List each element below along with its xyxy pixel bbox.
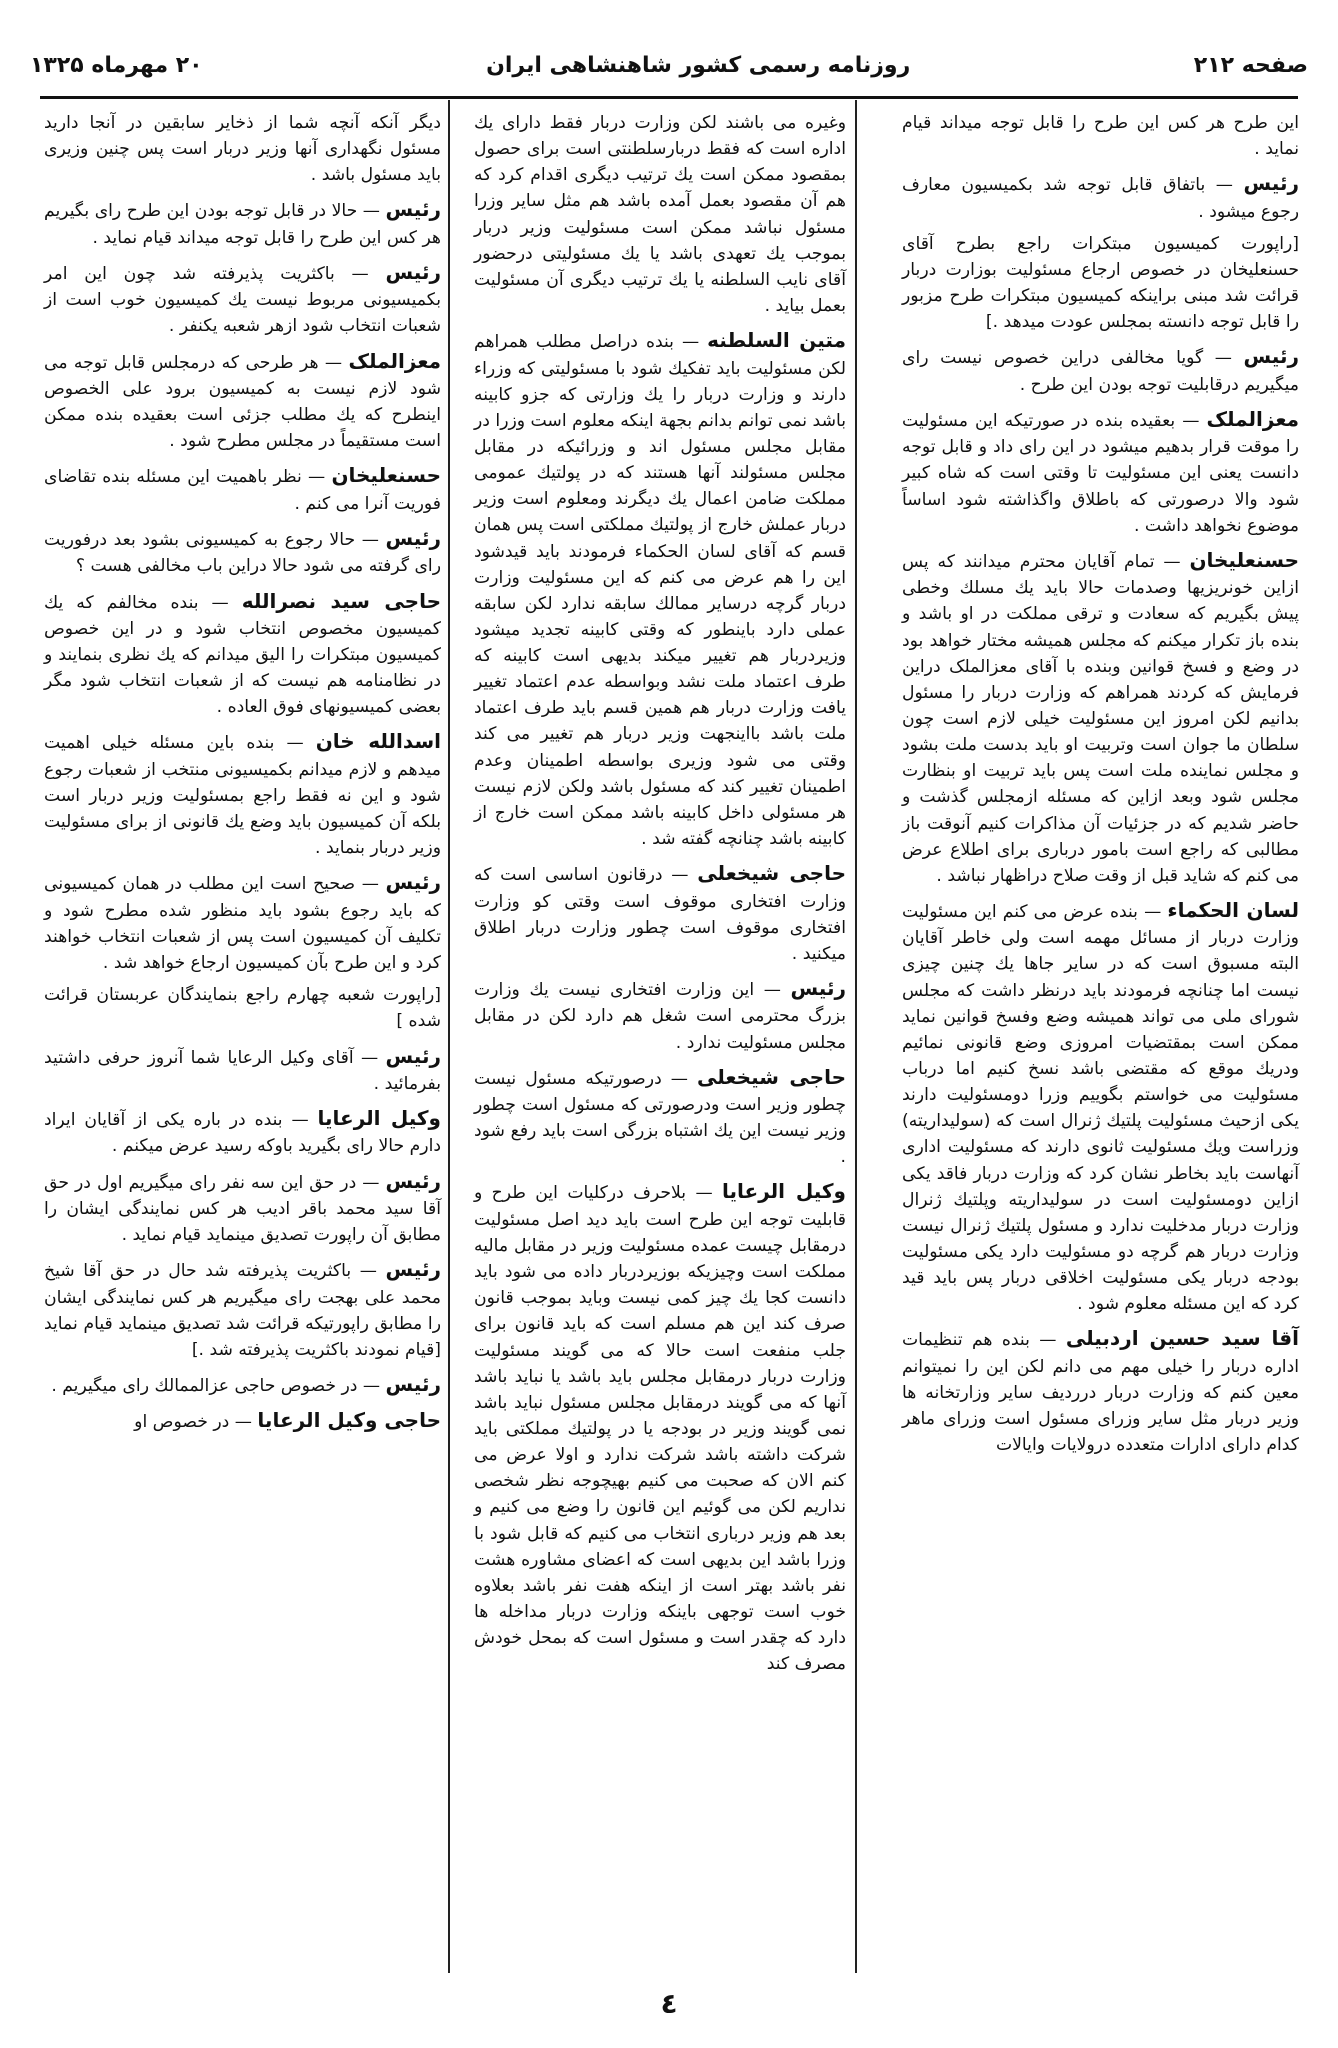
speaker-name: رئیس xyxy=(385,870,441,895)
paragraph: رئیس — باکثریت پذیرفته شد حال در حق آقا شیخ محمد علی بهجت رای میگیریم هر کس نمایندگی ایشان را مطابق راپورتیکه قرائت شد تصدیق مینماید قیام نماید [قیام نمودند باکثریت پذیرفته شد .] xyxy=(44,1257,441,1360)
paragraph: رئیس — در حق این سه نفر رای میگیریم اول در حق آقا سید محمد باقر ادیب هر کس نمایندگی ایشان را مطابق آن راپورت تصدیق مینماید قیام نماید . xyxy=(44,1168,441,1246)
speaker-name: رئیس xyxy=(790,976,846,1000)
speaker-name: وکیل الرعایا xyxy=(722,1179,846,1204)
speaker-name: رئیس xyxy=(385,1372,441,1397)
paragraph: حاجی سید نصرالله — بنده مخالفم که یك کمیسیون مخصوص انتخاب شود و در این خصوص کمیسیون مبتکرات را الیق میدانم که یك نظری بنمایند و در نظامنامه هم نیست که از شعبات انتخاب شود مگر بعضی کمیسیونهای فوق العاده . xyxy=(44,588,442,718)
paragraph xyxy=(902,110,1299,162)
speaker-name: رئیس xyxy=(1243,344,1299,369)
paragraph: وکیل الرعایا — بنده در باره یکی از آقایان ایراد دارم حالا رای بگیرید باوکه رسید عرض میکنم . xyxy=(44,1106,441,1157)
speaker-name: رئیس xyxy=(385,1043,441,1068)
paragraph-text: صحیح است این مطلب در همان کمیسیونی که باید رجوع بشود باید منظور شده مطرح شود و تکلیف آن کمیسیون است پس از شعبات انتخاب خواهند کرد و این طرح بآن کمیسیون ارجاع خواهد شد . xyxy=(44,874,441,974)
paragraph-text: بنده باین مسئله خیلی اهمیت میدهم و لازم میدانم بکمیسیونی منتخب از شعبات رجوع شود و این نه فقط راجع بمسئولیت وزیر دربار است بلکه آن کمیسیون باید وضع یك قانونی از برای مسئولیت وزیر دربار بنماید . xyxy=(44,733,441,859)
paragraph-text: باکثریت پذیرفته شد حال در حق آقا شیخ محمد علی بهجت رای میگیریم هر کس نمایندگی ایشان را مطابق راپورتیکه قرائت شد تصدیق مینماید قیام نماید [قیام نمودند باکثریت پذیرفته شد .] xyxy=(44,1261,441,1360)
paragraph-text: دیگر آنکه آنچه شما از ذخایر سابقین در آنجا دارید مسئول نگهداری آنها وزیر دربار است پس چنین وزیری باید مسئول باشد . xyxy=(44,113,441,186)
page-footer-marker: ٤ xyxy=(660,1987,678,2020)
paragraph-text: درقانون اساسی است که وزارت افتخاری موقوف است وقتی کو وزارت افتخاری موقوف است چطور وزارت دربار اطلاق میکنید . xyxy=(474,865,846,964)
paragraph: رئیس — آقای وکیل الرعایا شما آنروز حرفی داشتید بفرمائید . xyxy=(44,1043,441,1094)
paragraph: حسنعلیخان — نظر باهمیت این مسئله بنده تقاضای فوریت آنرا می کنم . xyxy=(44,463,441,514)
speaker-name: حسنعلیخان xyxy=(331,463,441,488)
paragraph-text: بلاحرف درکلیات این طرح و قابلیت توجه این طرح است باید دید اصل مسئولیت درمقابل چیست عمده مسئولیت وزیر در مقابل مالیه مملکت است وچیزیکه بوزیردربار داده می شود باید دانست کجا یك چیز کمی نیست وباید بموجب قانون صرف کند این هم مسلم است که باید قانون برای جلب منفعت است حالا که می گویند مسئولیت وزارت دربار درمقابل مجلس باید باشد یا نباید باشد آنها که می گویند درمقابل مجلس مسئول نباید باشد نمی گویند وزیر در بودجه یا در پولتیك مملکتی باید شرکت داشته باشد شرکت ندارد و اولا عرض می کنم الان که صحبت می کنیم بهیچوجه نظر شخصی نداریم لکن می گوئیم این قانون را وضع می کنیم و بعد هم وزیر درباری انتخاب می کنیم که قابل شود با وزرا باشد این بدیهی است که اعضای مشاوره هشت نفر باشد بهتر است از اینکه هفت نفر باشد بعلاوه خوب است توجهی باینکه وزارت دربار مداخله ها دارد که چقدر است و مسئول است که بمحل خودش مصرف کند xyxy=(474,1183,846,1675)
paragraph-text: این طرح هر کس این طرح را قابل توجه میداند قیام نماید . xyxy=(902,113,1299,160)
paragraph-text: گویا مخالفی دراین خصوص نیست رای میگیریم درقابلیت توجه بودن این طرح . xyxy=(902,348,1299,395)
speaker-name: معزالملک xyxy=(348,348,442,373)
paragraph: لسان الحکماء — بنده عرض می کنم این مسئولیت وزارت دربار از مسائل مهمه است ولی خاطر آقایان البته مسبوق است که در سایر جاها یك چنین چیزی نیست اما چنانچه فرمودند باید درنظر داشت که مجلس شورای ملی می تواند همیشه وضع وفسخ قوانین نماید ممکن است بمقتضیات امروزی وضع قانونی نمائیم ودریك موقع که مقتضی باشد نسخ کنیم اما درباب مسئولیت می خواستم بگوییم وزرا دومسئولیت دارند یکی ازحیث مسئولیت پلتیك ژنرال است که (سولیداریته) وزراست ویك مسئولیت ثانوی دارند که مسئولیت اداری آنهاست باید بخاطر نشان کرد که وزارت دربار فاقد یکی ازاین دومسئولیت است در سولیداریته وپلتیك ژنرال وزارت دربار مدخلیت ندارد و مسئول پلتیك ژنرال نیست وزارت دربار هم گرچه دو مسئولیت دارد یکی مسئولیت بودجه دربار یکی مسئولیت اخلاقی دربار پس باید قید کرد که این مسئله معلوم شود . xyxy=(902,897,1299,1315)
paragraph-text: در حق این سه نفر رای میگیریم اول در حق آقا سید محمد باقر ادیب هر کس نمایندگی ایشان را مطابق آن راپورت تصدیق مینماید قیام نماید . xyxy=(44,1172,441,1246)
paragraph-text: تمام آقایان محترم میدانند که پس ازاین خونریزیها وصدمات حالا باید یك مسلك وخطی پیش بگیریم که سعادت و ترقی مملکت در او باشد و بنده باز تکرار میکنم که مجلس همیشه مختار خواهد بود در وضع و فسخ قوانین وبنده با آقای معزالملک دراین فرمایش که کردند همراهم که وزارت دربار را مسئول بدانیم لکن امروز این مسئولیت خیلی لازم است چون سلطان ما جوان است وتربیت او باید بدست ملت بشود و مجلس نماینده ملت است پس باید تربیت او بنظارت مجلس شود وبعد ازاین که مسئله ازمجلس گذشت و حاضر شدیم که در جزئیات آن مذاکرات کنیم آنوقت باز مطالبی که راجع است بامور درباری برای اطلاع عرض می کنم که شاید قبل از وقت صلاح دراظهار نباشد . xyxy=(902,551,1299,886)
paragraph: رئیس — باکثریت پذیرفته شد چون این امر بکمیسیونی مربوط نیست یك کمیسیون خوب است از شعبات انتخاب شود ازهر شعبه یکنفر . xyxy=(44,259,441,337)
paragraph xyxy=(902,231,1299,336)
speaker-name: معزالملک xyxy=(1206,406,1300,431)
paragraph-text: بنده دراصل مطلب همراهم لکن مسئولیت باید تفکیك شود با مسئولیتی که وزراء دارند و وزارت دربار را یك وزارتی که جزو کابینه باشد نمی توانم بدانم بجهة اینکه معلوم است وزرا در مقابل مجلس مسئول اند و وزرائیکه در مقابل مجلس مسئولند آنها هستند که در پولتیك عمومی مملکت ضامن اعمال یك دیگرند ومعلوم است وزیر دربار عملش خارج از پولتیك مملکتی است پس همان قسم که آقای لسان الحکماء فرمودند باید قیدشود این را هم عرض می کنم که این مسئولیت وزارت دربار گرچه درسایر ممالك سابقه ندارد لکن سابقه عملی دارد باینطور که وقتی کابینه تجدید میشود وزیردربار هم تغییر میکند بدیهی است کابینه که طرف اعتماد ملت نشد وبواسطه عدم اعتماد تغییر یافت وزارت دربار هم همین قسم باید طرف اعتماد ملت باشد بااینجهت وزیر دربار هم تغییر می کند وقتی می شود وزیری بواسطه اطمینان وعدم اطمینان تغییر کند که مسئول باشد ولکن لازم نیست هر مسئولی داخل کابینه باشد ممکن است خارج از کابینه باشد چنانچه گفته شد . xyxy=(474,332,846,850)
paragraph-text: [راپورت شعبه چهارم راجع بنمایندگان عربستان قرائت شده ] xyxy=(44,985,441,1032)
paragraph-text: باکثریت پذیرفته شد چون این امر بکمیسیونی مربوط نیست یك کمیسیون خوب است از شعبات انتخاب شود ازهر شعبه یکنفر . xyxy=(44,263,441,337)
paragraph: حسنعلیخان — تمام آقایان محترم میدانند که پس ازاین خونریزیها وصدمات حالا باید یك مسلك وخطی پیش بگیریم که سعادت و ترقی مملکت در او باشد و بنده باز تکرار میکنم که مجلس همیشه مختار خواهد بود در وضع و فسخ قوانین وبنده با آقای معزالملک دراین فرمایش که کردند همراهم که وزارت دربار را مسئول بدانیم لکن امروز این مسئولیت خیلی لازم است چون سلطان ما جوان است وتربیت او باید بدست ملت بشود و مجلس نماینده ملت است پس باید تربیت او بنظارت مجلس شود وبعد ازاین که مسئله ازمجلس گذشت و حاضر شدیم که در جزئیات آن مذاکرات کنیم آنوقت باز مطالبی که راجع است بامور درباری برای اطلاع عرض می کنم که شاید قبل از وقت صلاح دراظهار نباشد . xyxy=(902,547,1299,886)
speaker-name: رئیس xyxy=(1243,171,1299,196)
speaker-name: حاجی وکیل الرعایا xyxy=(257,1408,441,1433)
paragraph: رئیس — حالا در قابل توجه بودن این طرح رای بگیریم هر کس این طرح را قابل توجه میداند قیام نماید . xyxy=(44,197,441,248)
speaker-name: حاجی شیخعلی xyxy=(696,1064,846,1089)
speaker-name: رئیس xyxy=(385,525,441,550)
speaker-name: رئیس xyxy=(385,1257,441,1282)
paragraph: وکیل الرعایا — بلاحرف درکلیات این طرح و قابلیت توجه این طرح است باید دید اصل مسئولیت درمقابل چیست عمده مسئولیت وزیر در مقابل مالیه مملکت است وچیزیکه بوزیردربار داده می شود باید دانست کجا یك چیز کمی نیست وباید بموجب قانون صرف کند این هم مسلم است که باید قانون برای جلب منفعت است حالا که می گویند مسئولیت وزارت دربار درمقابل مجلس باید باشد یا نباید باشد آنها که می گویند درمقابل مجلس مسئول نباید باشد نمی گویند وزیر در بودجه یا در پولتیك مملکتی باید شرکت داشته باشد شرکت ندارد و اولا عرض می کنم الان که صحبت می کنیم بهیچوجه نظر شخصی نداریم لکن می گوئیم این قانون را وضع می کنیم و بعد هم وزیر درباری انتخاب می کنیم که قابل شود با وزرا باشد این بدیهی است که اعضای مشاوره هشت نفر باشد بهتر است از اینکه هفت نفر باشد بعلاوه خوب است توجهی باینکه وزارت دربار مداخله ها دارد که چقدر است و مسئول است که بمحل خودش مصرف کند xyxy=(474,1179,846,1675)
speaker-name: رئیس xyxy=(385,1168,441,1193)
paragraph-text: باتفاق قابل توجه شد بکمیسیون معارف رجوع میشود . xyxy=(902,175,1299,222)
paragraph-text: حالا رجوع به کمیسیونی بشود بعد درفوریت رای گرفته می شود حالا دراین باب مخالفی هست ؟ xyxy=(44,529,441,577)
speaker-name: حاجی شیخعلی xyxy=(697,861,846,886)
speaker-name: متین السلطنه xyxy=(707,328,846,353)
speaker-name: وکیل الرعایا xyxy=(317,1106,441,1131)
newspaper-title: روزنامه رسمی کشور شاهنشاهی ایران xyxy=(486,52,911,78)
column-middle xyxy=(460,100,860,1978)
paragraph xyxy=(44,982,441,1034)
issue-date: ۲۰ مهرماه ۱۳۲۵ xyxy=(30,52,203,78)
paragraph: حاجی وکیل الرعایا — در خصوص او xyxy=(134,1408,441,1433)
paragraph: رئیس — باتفاق قابل توجه شد بکمیسیون معارف رجوع میشود . xyxy=(902,171,1299,222)
paragraph xyxy=(474,110,846,319)
speaker-name: آقا سید حسین اردبیلی xyxy=(1065,1326,1299,1351)
paragraph: رئیس — در خصوص حاجی عزالممالك رای میگیریم . xyxy=(51,1372,441,1397)
paragraph-text: بنده در باره یکی از آقایان ایراد دارم حالا رای بگیرید باوکه رسید عرض میکنم . xyxy=(44,1110,441,1157)
speaker-name: رئیس xyxy=(385,259,441,284)
paragraph-text: بنده عرض می کنم این مسئولیت وزارت دربار از مسائل مهمه است ولی خاطر آقایان البته مسبوق است که در سایر جاها یك چنین چیزی نیست اما چنانچه فرمودند باید درنظر داشت که مجلس شورای ملی می تواند همیشه وضع وفسخ قوانین نماید ممکن است بمقتضیات امروزی وضع قانونی نمائیم ودریك موقع که مقتضی باشد نسخ کنیم اما درباب مسئولیت می خواستم بگوییم وزرا دومسئولیت دارند یکی ازحیث مسئولیت پلتیك ژنرال است که (سولیداریته) وزراست ویك مسئولیت ثانوی دارند که مسئولیت اداری آنهاست باید بخاطر نشان کرد که وزارت دربار فاقد یکی ازاین دومسئولیت است در سولیداریته وپلتیك ژنرال وزارت دربار مدخلیت ندارد و مسئول پلتیك ژنرال نیست وزارت دربار هم گرچه دو مسئولیت دارد یکی مسئولیت بودجه دربار یکی مسئولیت اخلاقی دربار پس باید قید کرد که این مسئله معلوم شود . xyxy=(902,901,1299,1315)
paragraph: رئیس — گویا مخالفی دراین خصوص نیست رای میگیریم درقابلیت توجه بودن این طرح . xyxy=(902,344,1299,395)
paragraph-text: بنده مخالفم که یك کمیسیون مخصوص انتخاب شود و در این خصوص کمیسیون مبتکرات را الیق میدانم که یك نظری بنمایند و در نظامنامه هم نیست که از شعبات انتخاب شود مگر بعضی کمیسیونهای فوق العاده . xyxy=(44,592,441,718)
paragraph-text: نظر باهمیت این مسئله بنده تقاضای فوریت آنرا می کنم . xyxy=(44,467,441,514)
speaker-name: رئیس xyxy=(385,197,441,222)
paragraph: حاجی شیخعلی — درصورتیکه مسئول نیست چطور وزیر است ودرصورتی که مسئول است چطور وزیر نیست این یك اشتباه بزرگی است باید رفع شود . xyxy=(474,1064,846,1168)
paragraph-text: [راپورت کمیسیون مبتکرات راجع بطرح آقای حسنعلیخان در خصوص ارجاع مسئولیت بوزارت دربار قرائت شد مبنی براینکه کمیسیون مبتکرات طرح مزبور را قابل توجه دانسته بمجلس عودت میدهد .] xyxy=(902,233,1299,333)
paragraph-text: بعقیده بنده در صورتیکه این مسئولیت را موقت قرار بدهیم میشود در این رای داد و قابل توجه دانست یعنی این مسئولیت تا وقتی است که شاه کبیر شود والا درصورتی که باطلاق واگذاشته شود اساساً موضوع نخواهد داشت . xyxy=(902,410,1299,536)
speaker-name: حسنعلیخان xyxy=(1189,547,1299,572)
paragraph: متین السلطنه — بنده دراصل مطلب همراهم لکن مسئولیت باید تفکیك شود با مسئولیتی که وزراء دارند و وزارت دربار را یك وزارتی که جزو کابینه باشد نمی توانم بدانم بجهة اینکه معلوم است وزرا در مقابل مجلس مسئول اند و وزرائیکه در مقابل مجلس مسئولند آنها هستند که در پولتیك عمومی مملکت ضامن اعمال یك دیگرند ومعلوم است وزیر دربار عملش خارج از پولتیك مملکتی است پس همان قسم که آقای لسان الحکماء فرمودند باید قیدشود این را هم عرض می کنم که این مسئولیت وزارت دربار گرچه درسایر ممالك سابقه ندارد لکن سابقه عملی دارد باینطور که وقتی کابینه تجدید میشود وزیردربار هم تغییر میکند بدیهی است کابینه که طرف اعتماد ملت نشد وبواسطه عدم اعتماد تغییر یافت وزارت دربار هم همین قسم باید طرف اعتماد ملت باشد بااینجهت وزیر دربار هم تغییر می کند وقتی می شود وزیری بواسطه اطمینان وعدم اطمینان تغییر کند که مسئول باشد ولکن لازم نیست هر مسئولی داخل کابینه باشد ممکن است خارج از کابینه باشد چنانچه گفته شد . xyxy=(474,328,846,850)
paragraph-text: آقای وکیل الرعایا شما آنروز حرفی داشتید بفرمائید . xyxy=(44,1047,441,1094)
paragraph: معزالملک — بعقیده بنده در صورتیکه این مسئولیت را موقت قرار بدهیم میشود در این رای داد و قابل توجه دانست یعنی این مسئولیت تا وقتی است که شاه کبیر شود والا درصورتی که باطلاق واگذاشته شود اساساً موضوع نخواهد داشت . xyxy=(902,406,1300,536)
speaker-name: حاجی سید نصرالله xyxy=(241,588,442,613)
column-left xyxy=(30,100,455,1978)
paragraph-text: حالا در قابل توجه بودن این طرح رای بگیریم هر کس این طرح را قابل توجه میداند قیام نماید . xyxy=(44,201,441,248)
paragraph-text: در خصوص حاجی عزالممالك رای میگیریم . xyxy=(51,1376,358,1397)
paragraph: حاجی شیخعلی — درقانون اساسی است که وزارت افتخاری موقوف است وقتی کو وزارت افتخاری موقوف است چطور وزارت دربار اطلاق میکنید . xyxy=(474,861,846,964)
paragraph-text: وغیره می باشند لکن وزارت دربار فقط دارای یك اداره است که فقط دربارسلطنتی است برای حصول بمقصود ممکن است یك ترتیب دیگری اقدام کرد که هم آن مقصود بعمل آمده باشد هم مثل سایر وزرا مسئول نباشد ممکن است مسئولیت وزیر دربار بموجب یك تعهدی باشد یا یك مسئولیتی درحضور آقای نایب السلطنه یا یك ترتیب دیگری آن مسئولیت بعمل بیاید . xyxy=(474,113,846,316)
paragraph-text: بنده هم تنظیمات اداره دربار را خیلی مهم می دانم لکن این را نمیتوانم معین کنم که وزارت دربار درردیف سایر وزارتخانه ها وزیر دربار مثل سایر وزرای مسئول است وزرای ماهر کدام دارای ادارات متعدده درولایات وایالات xyxy=(902,1330,1299,1456)
paragraph-text: این وزارت افتخاری نیست یك وزارت بزرگ محترمی است شغل هم دارد لکن در مقابل مجلس مسئولیت ندارد . xyxy=(474,980,846,1053)
paragraph-text: در خصوص او xyxy=(134,1412,230,1433)
speaker-name: اسدالله خان xyxy=(315,729,441,754)
paragraph-text: هر طرحی که درمجلس قابل توجه می شود لازم نیست به کمیسیون برود علی الخصوص اینطرح که یك مطلب جزئی است بعقیده بنده ممکن است مستقیماً در مجلس مطرح شود . xyxy=(44,352,441,452)
paragraph: آقا سید حسین اردبیلی — بنده هم تنظیمات اداره دربار را خیلی مهم می دانم لکن این را نمیتوانم معین کنم که وزارت دربار درردیف سایر وزارتخانه ها وزیر دربار مثل سایر وزرای مسئول است وزرای ماهر کدام دارای ادارات متعدده درولایات وایالات xyxy=(902,1326,1299,1456)
paragraph: رئیس — این وزارت افتخاری نیست یك وزارت بزرگ محترمی است شغل هم دارد لکن در مقابل مجلس مسئولیت ندارد . xyxy=(474,976,846,1053)
column-right xyxy=(888,100,1313,1978)
paragraph: رئیس — حالا رجوع به کمیسیونی بشود بعد درفوریت رای گرفته می شود حالا دراین باب مخالفی هست ؟ xyxy=(44,525,441,577)
paragraph-text: درصورتیکه مسئول نیست چطور وزیر است ودرصورتی که مسئول است چطور وزیر نیست این یك اشتباه بزرگی است باید رفع شود . xyxy=(474,1068,846,1168)
paragraph: اسدالله خان — بنده باین مسئله خیلی اهمیت میدهم و لازم میدانم بکمیسیونی منتخب از شعبات رجوع شود و این نه فقط راجع بمسئولیت وزیر دربار است بلکه آن کمیسیون باید وضع یك قانونی از برای مسئولیت وزیر دربار بنماید . xyxy=(44,729,441,859)
page-number: صفحه ۲۱۲ xyxy=(1193,52,1308,78)
paragraph: معزالملک — هر طرحی که درمجلس قابل توجه می شود لازم نیست به کمیسیون برود علی الخصوص اینطرح که یك مطلب جزئی است بعقیده بنده ممکن است مستقیماً در مجلس مطرح شود . xyxy=(44,348,442,452)
page-header xyxy=(30,40,1308,90)
paragraph: رئیس — صحیح است این مطلب در همان کمیسیونی که باید رجوع بشود باید منظور شده مطرح شود و تکلیف آن کمیسیون است پس از شعبات انتخاب خواهند کرد و این طرح بآن کمیسیون ارجاع خواهد شد . xyxy=(44,870,441,974)
paragraph xyxy=(44,110,441,188)
speaker-name: لسان الحکماء xyxy=(1167,897,1299,922)
header-divider xyxy=(40,96,1298,99)
